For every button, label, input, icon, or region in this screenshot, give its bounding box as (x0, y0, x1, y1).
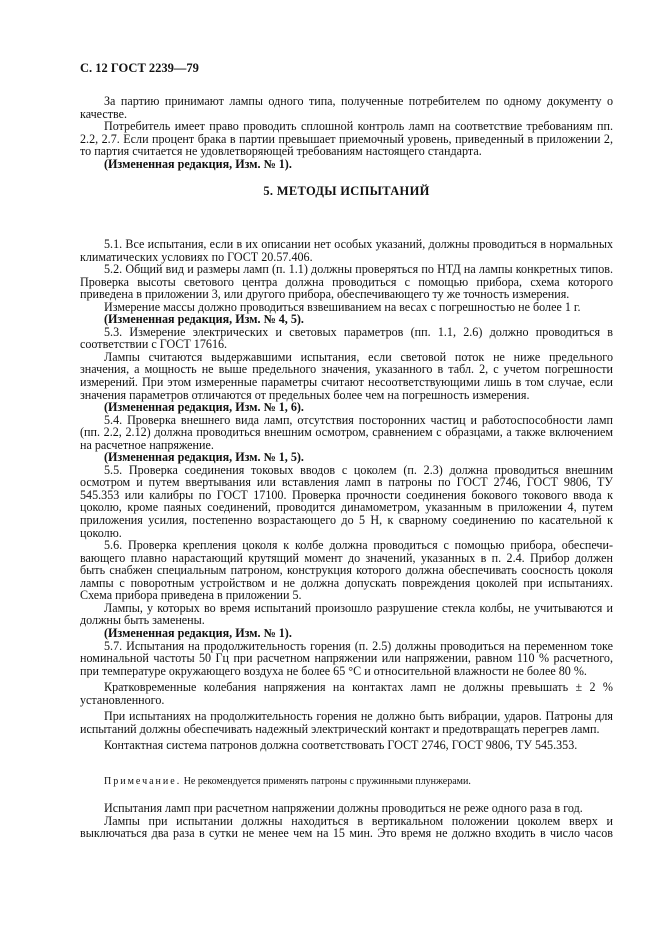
page-header: С. 12 ГОСТ 2239—79 (80, 61, 199, 75)
paragraph: Лампы при испытании должны находиться в вертикальном положении цоколем вверх и выключаться два раза в сутки не менее чем на 15 мин. Это время не должно входить в число часов (80, 813, 613, 841)
tail-block (80, 802, 613, 840)
paragraph: Контактная система патронов должна соответствовать ГОСТ 2746, ГОСТ 9806, ТУ 545.353. (104, 738, 578, 753)
section-body (80, 238, 613, 752)
clause-5-5: 5.5. Проверка соединения токовых вводов с цоколем (п. 2.3) должна проводиться внешним осмотром и путем ввертывания или вставления ламп в патроны по ГОСТ 2746, ГОСТ 9806, ТУ 545.353 или калибры по ГОСТ 17100. Проверка прочности соединения бокового токового ввода к цоколю, кроме паяных соединений, проводится динамометром, указанным в приложении 4, путем приложения усилия, постепенно возрастающего до 5 Н, к сварному соединению по касательной к цоколю. (80, 462, 613, 540)
paragraph: Испытания ламп при расчетном напряжении должны проводиться не реже одного раза в год. (104, 801, 583, 815)
paragraph: При испытаниях на продолжительность горения не должно быть вибрации, ударов. Патроны для испытаний должны обеспечивать надежный электрический контакт и предотвращать перегрев ламп. (80, 709, 613, 736)
amendment-note: (Измененная редакция, Изм. № 1). (104, 156, 292, 171)
amendment-note: (Измененная редакция, Изм. № 4, 5). (104, 312, 304, 327)
clause-5-6: 5.6. Проверка крепления цоколя к колбе должна проводиться с помощью прибора, обеспечивающего плавно нарастающий крутящий момент до значений, указанных в п. 2.4. Прибор должен быть снабжен специальным патроном, конструкция которого должна обеспечивать соосность цоколя лампы с поворотным устройством и не должна допускать повреждения цоколей при испытаниях. Схема прибора приведена в приложении 5. (80, 538, 613, 603)
clause-5-3: 5.3. Измерение электрических и световых параметров (пп. 1.1, 2.6) должно проводиться в соответствии с ГОСТ 17616. (80, 324, 613, 352)
amendment-note: (Измененная редакция, Изм. № 1). (104, 625, 292, 640)
paragraph: Потребитель имеет право проводить сплошной контроль ламп на соответствие требованиям пп. 2.2, 2.7. Если процент брака в партии превышает приемочный уровень, приведенный в приложении 2, то партия считается не удовлетворяющей требованиям настоящего стандарта. (80, 119, 613, 159)
paragraph: Лампы, у которых во время испытаний произошло разрушение стекла колбы, не учитываются и должны быть заменены. (80, 600, 613, 628)
note-text: Не рекомендуется применять патроны с пружинными плунжерами. (181, 776, 471, 787)
intro-block (80, 95, 613, 170)
note (104, 776, 471, 787)
paragraph: Измерение массы должно проводиться взвешиванием на весах с погрешностью не более 1 г. (104, 299, 581, 314)
note-label: Примечание. (104, 776, 182, 787)
clause-5-2: 5.2. Общий вид и размеры ламп (п. 1.1) должны проверяться по НТД на лампы конкретных типов. Проверка высоты светового центра должна проводиться с помощью прибора, схема которого приведена в приложении 3, или другого прибора, обеспечивающего ту же точность измерения. (80, 262, 613, 302)
paragraph: Лампы считаются выдержавшими испытания, если световой поток не ниже предельного значения, а мощность не выше предельного значения, указанного в табл. 2, с учетом погрешности измерений. При этом измеренные параметры считают несоответствующими лишь в том случае, если значения параметров отличаются от предельных более чем на погрешность измерения. (80, 349, 613, 402)
clause-5-1: 5.1. Все испытания, если в их описании нет особых указаний, должны проводиться в нормальных климатических условиях по ГОСТ 20.57.406. (80, 237, 613, 264)
paragraph: Кратковременные колебания напряжения на контактах ламп не должны превышать ± 2 % установленного. (80, 680, 613, 707)
section-title: 5. МЕТОДЫ ИСПЫТАНИЙ (263, 184, 430, 198)
amendment-note: (Измененная редакция, Изм. № 1, 5). (104, 450, 304, 465)
clause-5-4: 5.4. Проверка внешнего вида ламп, отсутствия посторонних частиц и работоспособности ламп (пп. 2.2, 2.12) должна проводиться внешним осмотром, сравнением с образцами, а также включением на расчетное напряжение. (80, 412, 613, 452)
amendment-note: (Измененная редакция, Изм. № 1, 6). (104, 400, 304, 415)
clause-5-7: 5.7. Испытания на продолжительность горения (п. 2.5) должны проводиться на переменном токе номинальной частоты 50 Гц при расчетном напряжении или напряжении, равном 110 % расчетного, при температуре окружающего воздуха не более 65 °С и относительной влажности не более 80 %. (80, 638, 613, 678)
paragraph: За партию принимают лампы одного типа, полученные потребителем по одному документу о качестве. (80, 94, 613, 121)
